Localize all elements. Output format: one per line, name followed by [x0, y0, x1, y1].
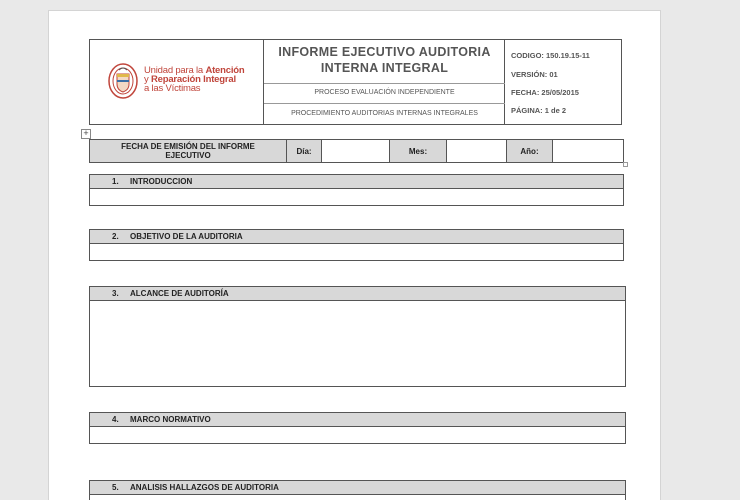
ano-field[interactable] — [553, 140, 623, 162]
section-header: 2. OBJETIVO DE LA AUDITORIA — [89, 229, 624, 244]
section-marco-normativo — [89, 412, 626, 444]
fecha-text: FECHA: 25/05/2015 — [511, 88, 579, 97]
section-header: 1. INTRODUCCION — [89, 174, 624, 189]
mes-field[interactable] — [447, 140, 507, 162]
table-move-handle-icon[interactable]: + — [81, 129, 91, 139]
section-header: 5. ANALISIS HALLAZGOS DE AUDITORIA — [89, 480, 626, 495]
section-body-field[interactable] — [89, 495, 626, 500]
section-header: 3. ALCANCE DE AUDITORÍA — [89, 286, 626, 301]
version-text: VERSIÓN: 01 — [511, 70, 558, 79]
dia-field[interactable] — [322, 140, 390, 162]
meta-cell — [505, 40, 621, 124]
section-introduccion — [89, 174, 624, 206]
process-label: PROCESO EVALUACIÓN INDEPENDIENTE — [314, 89, 455, 96]
coat-of-arms-icon — [108, 62, 138, 100]
section-body-field[interactable] — [89, 301, 626, 387]
logo-text: Unidad para la Atención y Reparación Integral a las Víctimas — [144, 65, 245, 94]
title-cell — [264, 40, 505, 124]
dia-label: Día: — [287, 140, 322, 162]
section-body-field[interactable] — [89, 189, 624, 206]
section-analisis-hallazgos — [89, 480, 626, 500]
emission-date-row — [89, 139, 624, 163]
procedure-label: PROCEDIMIENTO AUDITORIAS INTERNAS INTEGRALES — [291, 110, 478, 117]
pagina-text: PÁGINA: 1 de 2 — [511, 106, 567, 115]
section-alcance — [89, 286, 626, 387]
codigo-text: CODIGO: 150.19.15-11 — [511, 51, 590, 60]
section-header: 4. MARCO NORMATIVO — [89, 412, 626, 427]
header-table — [89, 39, 622, 125]
section-body-field[interactable] — [89, 244, 624, 261]
ano-label: Año: — [507, 140, 553, 162]
section-objetivo — [89, 229, 624, 261]
emission-label: FECHA DE EMISIÓN DEL INFORME EJECUTIVO — [90, 140, 287, 162]
document-page — [48, 10, 661, 500]
document-title: INFORME EJECUTIVO AUDITORIA INTERNA INTEGRAL — [278, 45, 491, 75]
logo-cell — [90, 40, 264, 124]
table-resize-handle[interactable] — [623, 162, 628, 167]
section-body-field[interactable] — [89, 427, 626, 444]
mes-label: Mes: — [390, 140, 447, 162]
